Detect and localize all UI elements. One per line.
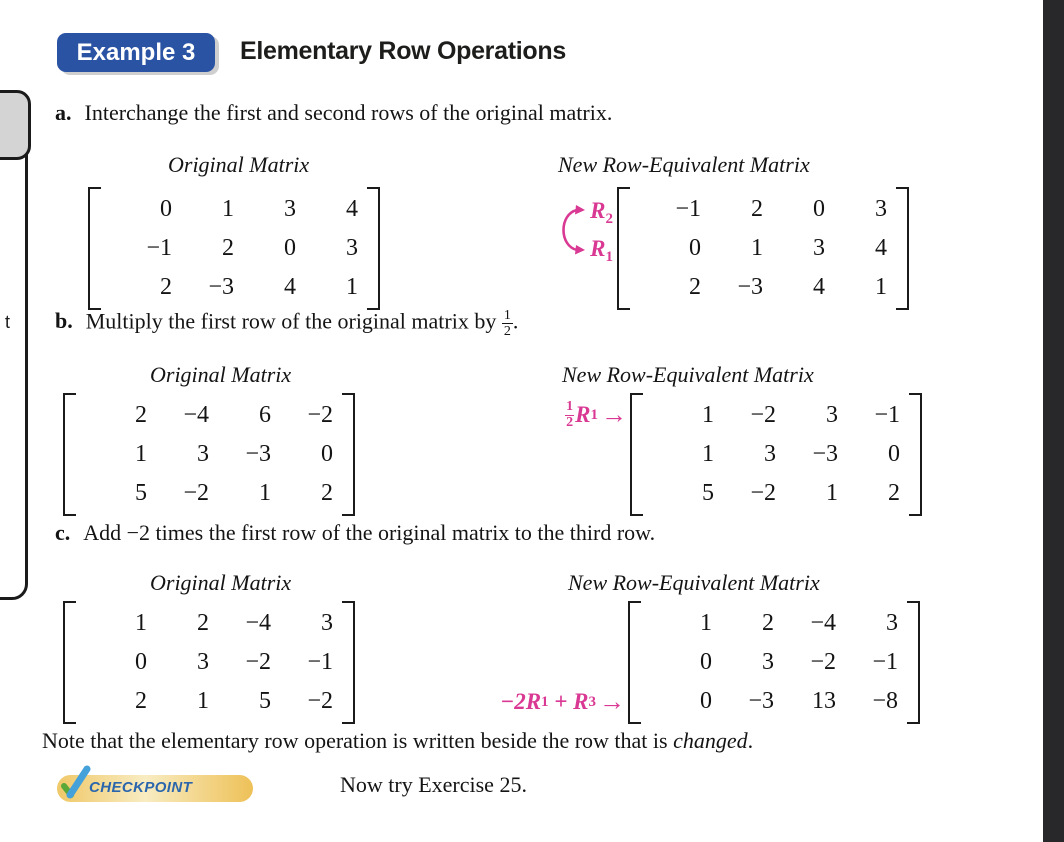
matrix-cell: 3 (762, 649, 774, 675)
matrix-cell: 2 (751, 196, 763, 222)
matrix-cell: 13 (812, 688, 836, 714)
matrix-cell: 2 (222, 235, 234, 261)
row-add-label: −2R 1 + R 3 → (500, 687, 625, 716)
one-half-fraction: $\frac{1}{2}$ (503, 308, 511, 340)
instruction-c-letter: c. (55, 520, 71, 545)
matrix-cell: 3 (813, 235, 825, 261)
instruction-a-letter: a. (55, 100, 72, 125)
matrix-cell: −2 (183, 480, 209, 506)
matrix-bracket-left (63, 393, 76, 516)
margin-note-box (0, 90, 28, 600)
matrix-cell: 4 (875, 235, 887, 261)
row-swap-arrow-icon (552, 201, 586, 259)
matrix-cell: 2 (135, 688, 147, 714)
matrix-bracket-right (342, 393, 355, 516)
matrix-cell: 5 (135, 480, 147, 506)
matrix-bracket-left (88, 187, 101, 310)
row-scale-label: 1 2 R 1 → (566, 399, 627, 430)
matrix-cell: −3 (208, 274, 234, 300)
matrix-cell: −1 (874, 402, 900, 428)
checkpoint-label: CHECKPOINT (89, 779, 193, 796)
matrix-cell: 1 (259, 480, 271, 506)
heading-a-original: Original Matrix (168, 152, 310, 177)
matrix-a-original-cells (101, 187, 367, 310)
matrix-cell: −1 (146, 235, 172, 261)
matrix-cell: −3 (748, 688, 774, 714)
instruction-b-text: Multiply the first row of the original matrix by (85, 308, 502, 334)
note-italic-word: changed (673, 728, 748, 753)
matrix-bracket-right (342, 601, 355, 724)
margin-note-tab (0, 90, 31, 160)
matrix-cell: 3 (826, 402, 838, 428)
matrix-cell: −2 (750, 480, 776, 506)
arrow-right-icon: → (599, 687, 625, 716)
matrix-c-original-cells (76, 601, 342, 724)
matrix-cell: −2 (307, 688, 333, 714)
instruction-a (55, 100, 612, 126)
matrix-cell: 1 (135, 610, 147, 636)
matrix-cell: −2 (307, 402, 333, 428)
matrix-cell: −1 (675, 196, 701, 222)
matrix-cell: 4 (346, 196, 358, 222)
matrix-cell: 1 (197, 688, 209, 714)
section-title: Elementary Row Operations (240, 37, 566, 65)
matrix-cell: −3 (812, 441, 838, 467)
matrix-b-original-cells (76, 393, 342, 516)
matrix-cell: 2 (321, 480, 333, 506)
matrix-cell: 1 (222, 196, 234, 222)
checkpoint-exercise-text: Now try Exercise 25. (340, 772, 527, 797)
matrix-cell: 3 (764, 441, 776, 467)
row-label-r2: $R_2$ (590, 198, 613, 227)
matrix-cell: 4 (284, 274, 296, 300)
matrix-cell: 3 (284, 196, 296, 222)
matrix-bracket-left (630, 393, 643, 516)
instruction-c (55, 520, 655, 546)
heading-c-original: Original Matrix (150, 570, 292, 595)
matrix-cell: 0 (689, 235, 701, 261)
matrix-cell: 0 (321, 441, 333, 467)
matrix-cell: 1 (702, 402, 714, 428)
heading-c-new: New Row-Equivalent Matrix (568, 570, 820, 595)
matrix-cell: −2 (810, 649, 836, 675)
row-swap-operands (590, 192, 613, 268)
checkpoint-badge (57, 775, 253, 802)
note-text: Note that the elementary row operation is written beside the row that is changed. (42, 728, 754, 753)
matrix-cell: 1 (135, 441, 147, 467)
matrix-cell: 0 (888, 441, 900, 467)
matrix-cell: −3 (245, 441, 271, 467)
row-label-r1: $R_1$ (590, 236, 613, 265)
matrix-cell: −4 (245, 610, 271, 636)
half-coefficient: 1 2 (566, 399, 574, 430)
matrix-cell: −4 (810, 610, 836, 636)
matrix-bracket-right (907, 601, 920, 724)
matrix-cell: 1 (826, 480, 838, 506)
matrix-cell: 1 (875, 274, 887, 300)
matrix-cell: 1 (702, 441, 714, 467)
matrix-b-new (566, 393, 922, 516)
matrix-cell: 2 (762, 610, 774, 636)
matrix-cell: 2 (888, 480, 900, 506)
matrix-cell: 5 (259, 688, 271, 714)
heading-b-original: Original Matrix (150, 362, 292, 387)
matrix-cell: 3 (197, 441, 209, 467)
matrix-cell: 3 (197, 649, 209, 675)
matrix-cell: 4 (813, 274, 825, 300)
matrix-cell: 0 (160, 196, 172, 222)
matrix-cell: 0 (700, 649, 712, 675)
matrix-a-new-cells (630, 187, 896, 310)
matrix-cell: −8 (872, 688, 898, 714)
margin-text-fragment: t (5, 312, 11, 332)
matrix-cell: 3 (886, 610, 898, 636)
row-swap-label (552, 192, 613, 268)
heading-a-new: New Row-Equivalent Matrix (558, 152, 810, 177)
matrix-cell: 0 (813, 196, 825, 222)
example-badge-label: Example 3 (76, 38, 196, 66)
matrix-b-original (63, 393, 355, 516)
matrix-cell: −4 (183, 402, 209, 428)
matrix-c-new (500, 601, 920, 724)
matrix-cell: 3 (346, 235, 358, 261)
example-badge (57, 33, 215, 72)
matrix-cell: 2 (135, 402, 147, 428)
matrix-cell: 1 (751, 235, 763, 261)
matrix-bracket-right (909, 393, 922, 516)
matrix-cell: −1 (872, 649, 898, 675)
matrix-b-new-cells (643, 393, 909, 516)
matrix-bracket-right (367, 187, 380, 310)
matrix-c-new-cells (641, 601, 907, 724)
matrix-cell: 2 (160, 274, 172, 300)
matrix-cell: −2 (750, 402, 776, 428)
matrix-bracket-right (896, 187, 909, 310)
instruction-b: b. Multiply the first row of the original matrix by $\frac{1}{2}$. (55, 308, 519, 340)
matrix-cell: 6 (259, 402, 271, 428)
matrix-cell: 3 (321, 610, 333, 636)
matrix-cell: 2 (689, 274, 701, 300)
matrix-cell: 1 (346, 274, 358, 300)
matrix-c-original (63, 601, 355, 724)
page-edge-bar (1043, 0, 1064, 842)
matrix-cell: −2 (245, 649, 271, 675)
matrix-a-new (590, 187, 909, 310)
matrix-cell: 0 (135, 649, 147, 675)
matrix-cell: 3 (875, 196, 887, 222)
arrow-right-icon: → (601, 400, 627, 430)
matrix-bracket-left (617, 187, 630, 310)
instruction-c-text: Add −2 times the first row of the original matrix to the third row. (83, 520, 656, 545)
matrix-cell: 1 (700, 610, 712, 636)
matrix-cell: 0 (284, 235, 296, 261)
matrix-cell: 2 (197, 610, 209, 636)
matrix-cell: 0 (700, 688, 712, 714)
checkmark-icon (59, 764, 91, 800)
instruction-a-text: Interchange the first and second rows of the original matrix. (84, 100, 613, 125)
matrix-bracket-left (628, 601, 641, 724)
heading-b-new: New Row-Equivalent Matrix (562, 362, 814, 387)
matrix-a-original (88, 187, 380, 310)
matrix-bracket-left (63, 601, 76, 724)
matrix-cell: −1 (307, 649, 333, 675)
matrix-cell: 5 (702, 480, 714, 506)
matrix-cell: −3 (737, 274, 763, 300)
instruction-b-letter: b. (55, 308, 73, 334)
